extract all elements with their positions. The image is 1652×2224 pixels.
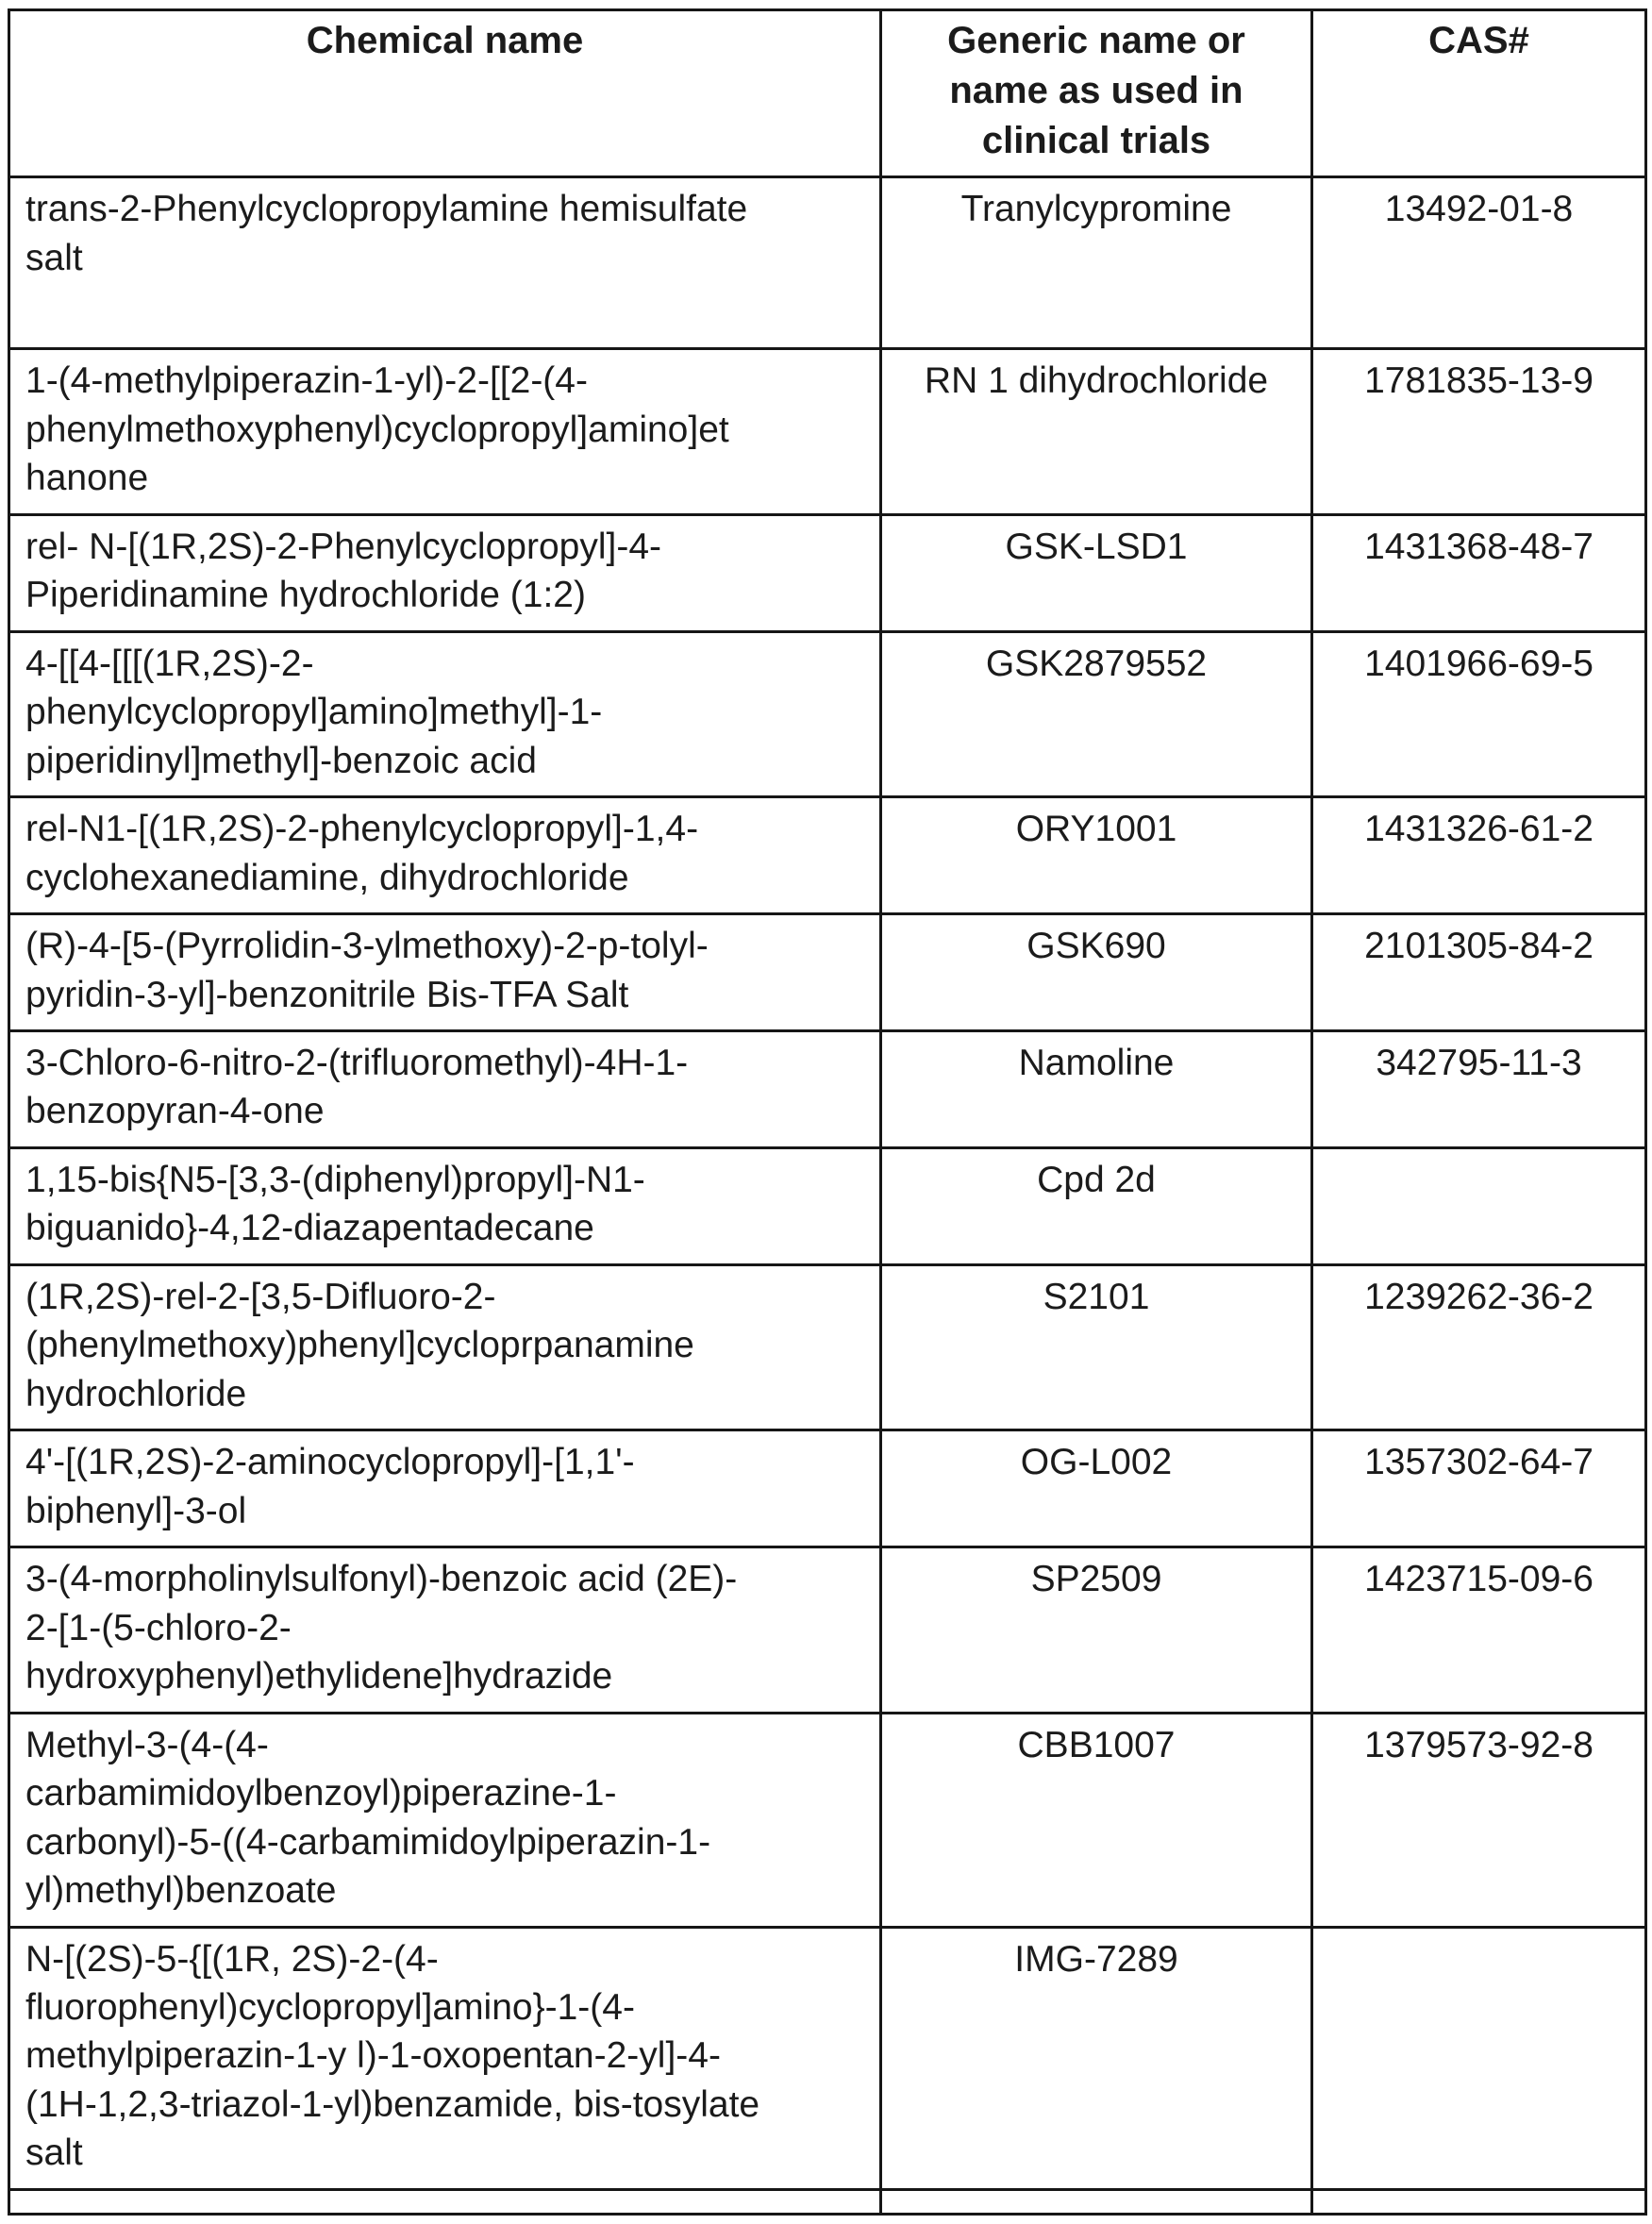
generic-name-cell: ORY1001 — [881, 797, 1312, 914]
chemical-name-cell: 4-[[4-[[[(1R,2S)-2- phenylcyclopropyl]amino]methyl]-1- piperidinyl]methyl]-benzoic acid — [9, 631, 881, 796]
generic-name-cell: Cpd 2d — [881, 1147, 1312, 1264]
table-header — [9, 10, 1646, 177]
chemicals-table — [8, 8, 1647, 2216]
chemical-name-cell: rel-N1-[(1R,2S)-2-phenylcyclopropyl]-1,4- cyclohexanediamine, dihydrochloride — [9, 797, 881, 914]
chemical-name-cell: trans-2-Phenylcyclopropylamine hemisulfate salt — [9, 177, 881, 349]
table-row — [9, 914, 1646, 1031]
cas-number-cell: 13492-01-8 — [1312, 177, 1646, 349]
column-header-cas-number: CAS# — [1312, 10, 1646, 177]
table-row — [9, 1547, 1646, 1713]
chemical-name-cell: 3-(4-morpholinylsulfonyl)-benzoic acid (2E)- 2-[1-(5-chloro-2- hydroxyphenyl)ethylidene]hydrazide — [9, 1547, 881, 1713]
table-row — [9, 1147, 1646, 1264]
generic-name-cell — [881, 2189, 1312, 2214]
chemical-name-cell — [9, 2189, 881, 2214]
chemical-name-cell: (1R,2S)-rel-2-[3,5-Difluoro-2- (phenylmethoxy)phenyl]cycloprpanamine hydrochloride — [9, 1264, 881, 1430]
generic-name-cell: GSK2879552 — [881, 631, 1312, 796]
cas-number-cell: 1431368-48-7 — [1312, 514, 1646, 631]
cas-number-cell — [1312, 2189, 1646, 2214]
table-row — [9, 2189, 1646, 2214]
cas-number-cell: 1781835-13-9 — [1312, 349, 1646, 514]
cas-number-cell: 1239262-36-2 — [1312, 1264, 1646, 1430]
chemical-name-cell: 3-Chloro-6-nitro-2-(trifluoromethyl)-4H-1- benzopyran-4-one — [9, 1031, 881, 1148]
generic-name-cell: IMG-7289 — [881, 1927, 1312, 2189]
generic-name-cell: Tranylcypromine — [881, 177, 1312, 349]
column-header-generic-name: Generic name or name as used in clinical trials — [881, 10, 1312, 177]
table-row — [9, 349, 1646, 514]
generic-name-cell: SP2509 — [881, 1547, 1312, 1713]
chemical-name-cell: (R)-4-[5-(Pyrrolidin-3-ylmethoxy)-2-p-tolyl- pyridin-3-yl]-benzonitrile Bis-TFA Salt — [9, 914, 881, 1031]
table-row — [9, 1031, 1646, 1148]
generic-name-cell: CBB1007 — [881, 1713, 1312, 1927]
table-row — [9, 797, 1646, 914]
cas-number-cell: 2101305-84-2 — [1312, 914, 1646, 1031]
generic-name-cell: OG-L002 — [881, 1430, 1312, 1547]
generic-name-cell: GSK-LSD1 — [881, 514, 1312, 631]
cas-number-cell: 342795-11-3 — [1312, 1031, 1646, 1148]
chemical-name-cell: rel- N-[(1R,2S)-2-Phenylcyclopropyl]-4- Piperidinamine hydrochloride (1:2) — [9, 514, 881, 631]
generic-name-cell: S2101 — [881, 1264, 1312, 1430]
column-header-chemical-name: Chemical name — [9, 10, 881, 177]
table-row — [9, 1430, 1646, 1547]
header-row — [9, 10, 1646, 177]
cas-number-cell: 1431326-61-2 — [1312, 797, 1646, 914]
table-row — [9, 1713, 1646, 1927]
table-row — [9, 514, 1646, 631]
generic-name-cell: Namoline — [881, 1031, 1312, 1148]
table-body — [9, 177, 1646, 2214]
chemical-name-cell: 4'-[(1R,2S)-2-aminocyclopropyl]-[1,1'- biphenyl]-3-ol — [9, 1430, 881, 1547]
table-row — [9, 631, 1646, 796]
chemical-name-cell: 1,15-bis{N5-[3,3-(diphenyl)propyl]-N1- biguanido}-4,12-diazapentadecane — [9, 1147, 881, 1264]
cas-number-cell: 1401966-69-5 — [1312, 631, 1646, 796]
table-row — [9, 1927, 1646, 2189]
cas-number-cell: 1357302-64-7 — [1312, 1430, 1646, 1547]
chemical-name-cell: N-[(2S)-5-{[(1R, 2S)-2-(4- fluorophenyl)cyclopropyl]amino}-1-(4- methylpiperazin-1-y l)-1-oxopentan-2-yl]-4- (1H-1,2,3-triazol-1-yl)benzamide, bis-tosylate salt — [9, 1927, 881, 2189]
cas-number-cell: 1423715-09-6 — [1312, 1547, 1646, 1713]
cas-number-cell — [1312, 1927, 1646, 2189]
generic-name-cell: RN 1 dihydrochloride — [881, 349, 1312, 514]
chemical-name-cell: 1-(4-methylpiperazin-1-yl)-2-[[2-(4- phenylmethoxyphenyl)cyclopropyl]amino]et hanone — [9, 349, 881, 514]
table-row — [9, 177, 1646, 349]
chemical-name-cell: Methyl-3-(4-(4- carbamimidoylbenzoyl)piperazine-1- carbonyl)-5-((4-carbamimidoylpiperazin-1- yl)methyl)benzoate — [9, 1713, 881, 1927]
cas-number-cell: 1379573-92-8 — [1312, 1713, 1646, 1927]
table-row — [9, 1264, 1646, 1430]
cas-number-cell — [1312, 1147, 1646, 1264]
generic-name-cell: GSK690 — [881, 914, 1312, 1031]
